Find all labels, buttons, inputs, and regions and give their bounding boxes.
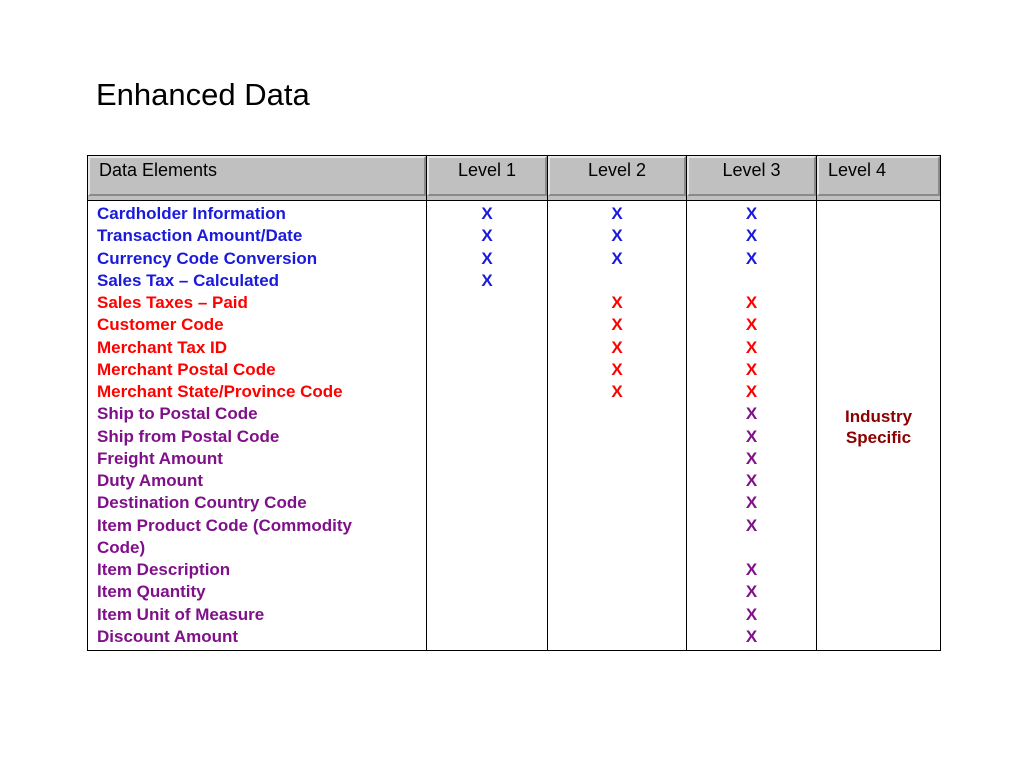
level-1-mark: [427, 426, 547, 448]
level-3-mark: X: [745, 404, 758, 424]
level-3-mark: X: [745, 226, 758, 246]
data-element-name: Merchant Postal Code: [97, 359, 276, 379]
level-3-mark: X: [745, 604, 758, 624]
level-1-mark: X: [481, 226, 493, 246]
level-2-mark: [548, 626, 686, 648]
slide-title: Enhanced Data: [96, 77, 310, 112]
data-element-name: Ship to Postal Code: [97, 404, 258, 424]
level-2-mark: [548, 426, 686, 448]
data-element-name: Duty Amount: [97, 471, 204, 490]
data-element-name: Transaction Amount/Date: [97, 226, 303, 246]
level-1-mark: [427, 314, 547, 336]
level-2-mark: [548, 270, 686, 292]
table-header-row: [88, 156, 941, 201]
header-level-1-label: Level 1: [427, 156, 547, 196]
data-element-name: Discount Amount: [97, 626, 239, 646]
level-2-mark: X: [611, 293, 623, 312]
level-1-mark: X: [481, 248, 493, 268]
level-1-mark: [427, 581, 547, 603]
level-2-mark: X: [611, 382, 623, 401]
level-3-mark: X: [745, 315, 758, 335]
level-2-mark: X: [611, 359, 623, 379]
level-2-mark: [548, 470, 686, 492]
level-2-mark: X: [611, 226, 623, 246]
level-1-mark: X: [481, 270, 493, 290]
level-2-mark: X: [611, 337, 623, 357]
level-1-mark: [427, 403, 547, 425]
level-3-mark: X: [745, 359, 758, 379]
data-element-name: Freight Amount: [97, 448, 223, 468]
level-2-mark: X: [611, 248, 623, 268]
header-level-1: [427, 156, 548, 201]
level-3-mark: X: [745, 204, 758, 223]
level-2-mark: [548, 403, 686, 425]
header-level-3-label: Level 3: [687, 156, 816, 196]
data-element-name: Sales Tax – Calculated: [97, 270, 280, 290]
level-3-column: [687, 201, 817, 651]
level-4-column: [817, 201, 941, 651]
industry-specific-note: [845, 406, 912, 448]
level-1-mark: [427, 492, 547, 514]
level-1-mark: [427, 448, 547, 470]
level-1-mark: [427, 359, 547, 381]
data-element-name: Destination Country Code: [97, 493, 307, 513]
level-2-mark: X: [611, 204, 623, 223]
level-3-mark: X: [745, 560, 758, 579]
data-element-name: Item Quantity: [97, 582, 206, 602]
level-3-mark: X: [745, 626, 758, 646]
level-1-mark: [427, 626, 547, 648]
data-element-name: Item Product Code (Commodity: [97, 515, 353, 535]
enhanced-data-table: [87, 155, 941, 651]
level-1-mark: [427, 292, 547, 314]
data-element-name: Merchant Tax ID: [97, 337, 228, 357]
header-level-4-label: Level 4: [817, 156, 940, 196]
level-3-mark: X: [745, 293, 758, 312]
level-3-mark: X: [745, 493, 758, 513]
data-element-name: Customer Code: [97, 315, 224, 335]
level-1-mark: [427, 515, 547, 537]
header-data-elements: [88, 156, 427, 201]
header-level-4: [817, 156, 941, 201]
header-level-3: [687, 156, 817, 201]
level-1-mark: [427, 470, 547, 492]
level-2-mark: [548, 604, 686, 626]
level-4-note-line: Specific: [845, 427, 912, 447]
level-2-mark: [548, 537, 686, 559]
level-2-mark: [548, 515, 686, 537]
level-2-mark: [548, 492, 686, 514]
level-2-mark: [548, 581, 686, 603]
level-1-mark: [427, 604, 547, 626]
level-3-mark: X: [745, 471, 758, 490]
header-level-2-label: Level 2: [548, 156, 686, 196]
level-2-mark: X: [611, 315, 623, 335]
level-1-column: [427, 201, 548, 651]
level-3-mark: [687, 270, 816, 292]
level-3-mark: X: [745, 382, 758, 401]
data-element-name: Item Unit of Measure: [97, 604, 265, 624]
level-3-mark: X: [745, 582, 758, 602]
level-2-mark: [548, 559, 686, 581]
data-element-name: Code): [97, 537, 146, 557]
level-3-mark: X: [745, 248, 758, 268]
level-3-mark: [687, 537, 816, 559]
level-1-mark: [427, 559, 547, 581]
data-elements-column: [88, 201, 427, 651]
level-2-mark: [548, 448, 686, 470]
header-data-elements-label: Data Elements: [88, 156, 426, 196]
level-1-mark: [427, 537, 547, 559]
data-element-name: Merchant State/Province Code: [97, 382, 343, 401]
level-1-mark: [427, 337, 547, 359]
level-1-mark: X: [481, 204, 493, 223]
level-2-column: [548, 201, 687, 651]
data-element-name: Sales Taxes – Paid: [97, 293, 248, 312]
data-element-name: Ship from Postal Code: [97, 426, 280, 446]
level-1-mark: [427, 381, 547, 403]
data-element-name: Currency Code Conversion: [97, 248, 318, 268]
level-3-mark: X: [745, 515, 758, 535]
data-element-name: Item Description: [97, 560, 231, 579]
level-3-mark: X: [745, 448, 758, 468]
table-body-row: [88, 201, 941, 651]
header-level-2: [548, 156, 687, 201]
level-4-note-line: Industry: [844, 406, 913, 426]
level-3-mark: X: [745, 426, 758, 446]
data-element-name: Cardholder Information: [97, 204, 286, 223]
level-3-mark: X: [745, 337, 758, 357]
